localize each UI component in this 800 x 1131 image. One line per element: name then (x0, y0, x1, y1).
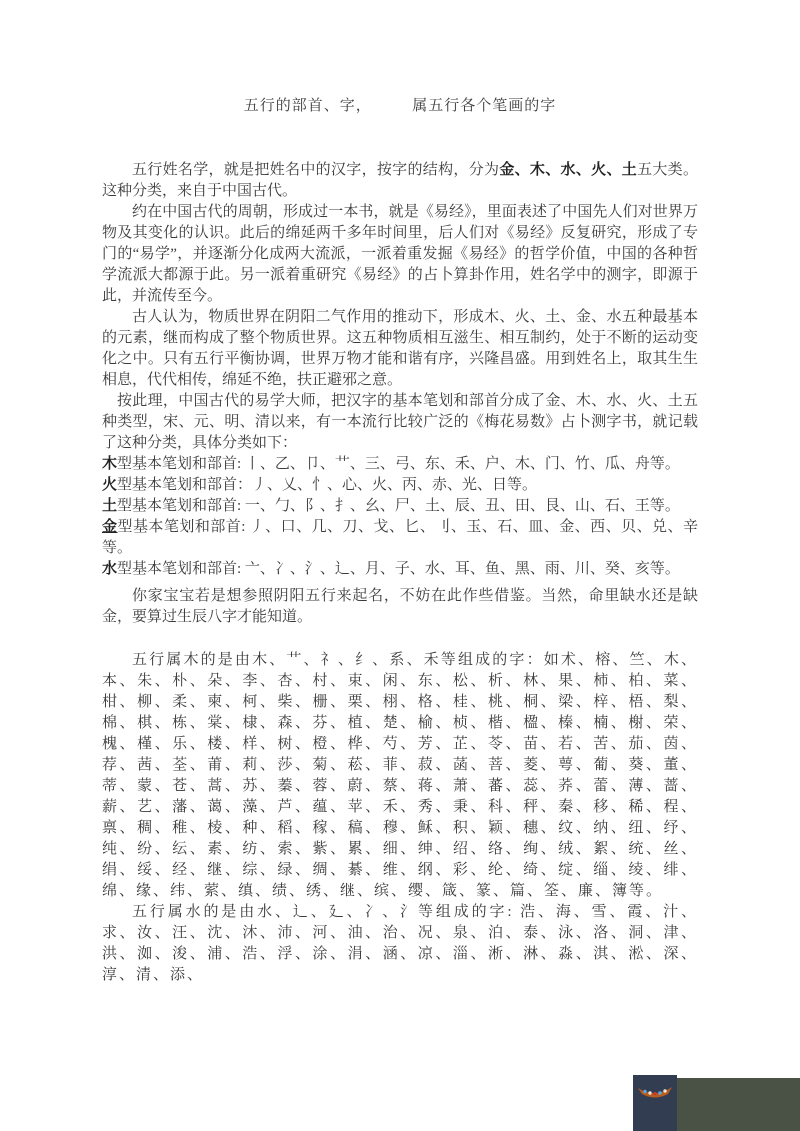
category-fire-text: 型基本笔划和部首：丿、乂、忄、心、火、丙、赤、光、日等。 (117, 477, 538, 493)
category-fire-element: 火 (102, 477, 118, 493)
category-earth-text: 型基本笔划和部首: 一、勹、阝、扌、幺、尸、土、辰、丑、田、艮、山、石、王等。 (117, 498, 680, 514)
intro-paragraph-3: 古人认为，物质世界在阴阳二气作用的推动下，形成木、火、土、金、水五种最基本的元素，继而构成了整个物质世界。这五种物质相互滋生、相互制约，处于不断的运动变化之中。只有五行平衡协调，世界万物才能和谐有序，兴隆昌盛。用到姓名上，取其生生相息，代代相传，绵延不绝，扶正避邪之意。 (102, 309, 698, 388)
category-line-metal (102, 517, 698, 559)
footer-dark-panel (677, 1078, 800, 1131)
category-wood-text: 型基本笔划和部首: 丨、乙、卩、艹、三、弓、东、禾、户、木、门、竹、瓜、舟等。 (117, 456, 680, 472)
page-title: 五行的部首、字， 属五行各个笔画的字 (243, 98, 557, 114)
water-character-list: 五行属水的是由水、辶、廴、冫、氵等组成的字: 浩、海、雪、霞、汁、求、汝、汪、沈、沐、沛、河、油、治、况、泉、泊、泰、泳、洛、洞、津、洪、洳、浚、浦、浩、浮、涂、涓、涵、凉、淄、淅、淋、淼、淇、淞、深、淳、清、添、 (102, 904, 698, 983)
category-metal-element: 金 (102, 519, 118, 535)
intro-p1-before: 五行姓名学，就是把姓名中的汉字，按字的结构，分为 (132, 162, 500, 178)
category-wood-element: 木 (102, 456, 118, 472)
category-line-wood (102, 454, 698, 475)
intro-paragraph-1 (102, 160, 698, 202)
intro-p1-after: 五大类。这种分类，来自于中国古代。 (102, 162, 698, 199)
category-line-earth (102, 496, 698, 517)
category-line-water (102, 559, 698, 580)
category-metal-text: 型基本笔划和部首: 丿、口、几、刀、戈、匕、刂、玉、石、皿、金、西、贝、兑、辛等。 (102, 519, 698, 556)
category-water-text: 型基本笔划和部首: 亠、冫、氵、辶、月、子、水、耳、鱼、黑、雨、川、癸、亥等。 (117, 561, 680, 577)
five-elements-bold: 金、木、水、火、土 (499, 162, 638, 178)
intro-paragraph-2: 约在中国古代的周朝，形成过一本书，就是《易经》，里面表述了中国先人们对世界万物及其变化的认识。此后的绵延两千多年时间里，后人们对《易经》反复研究，形成了专门的“易学”，并逐渐分化成两大流派，一派着重发掘《易经》的哲学价值，中国的各种哲学流派大都源于此。另一派着重研究《易经》的占卜算卦作用，姓名学中的测字，即源于此，并流传至今。 (102, 204, 698, 304)
category-water-element: 水 (102, 561, 118, 577)
category-earth-element: 土 (102, 498, 118, 514)
boat-icon (637, 1085, 673, 1103)
intro-paragraph-4: 按此理，中国古代的易学大师，把汉字的基本笔划和部首分成了金、木、水、火、土五种类型，宋、元、明、清以来，有一本流行比较广泛的《梅花易数》占卜测字书，就记载了这种分类，具体分类如下： (102, 393, 698, 451)
advice-paragraph: 你家宝宝若是想参照阴阳五行来起名，不妨在此作些借鉴。当然，命里缺水还是缺金，要算过生辰八字才能知道。 (102, 588, 698, 625)
document-body (102, 0, 698, 986)
category-line-fire (102, 475, 698, 496)
watermark-logo[interactable] (633, 1075, 677, 1131)
wood-character-list: 五行属木的是由木、艹、礻、纟、系、禾等组成的字：如术、榕、竺、木、本、朱、朴、朵、李、杏、村、束、闲、东、松、析、林、果、柿、柏、菜、柑、柳、柔、柬、柯、柴、栅、栗、栩、格、桂、桃、桐、梁、梓、梧、梨、棉、棋、栋、棠、棣、森、芬、植、楚、榆、桢、楷、楹、榛、楠、榭、荣、槐、槿、乐、楼、样、树、橙、桦、芍、芳、芷、苓、苗、若、苦、茄、茵、荐、茜、荃、莆、莉、莎、菊、菘、菲、菽、菡、菩、菱、萼、葡、葵、董、蒂、蒙、苍、蒿、苏、蓁、蓉、蔚、蔡、蒋、萧、蕃、蕊、荞、蕾、薄、蔷、薪、艺、藩、蔼、藻、芦、蕴、苹、禾、秀、秉、科、秤、秦、移、稀、程、禀、稠、稚、棱、种、稻、稼、稿、穆、稣、积、颖、穗、纹、纳、纽、纾、纯、纷、纭、素、纺、索、紫、累、细、绅、绍、络、绚、绒、絮、统、丝、绢、绥、经、继、综、绿、绸、綦、维、纲、彩、纶、绮、绽、缁、绫、绯、绵、缘、纬、萦、缜、绩、绣、继、缤、缨、箴、篆、篇、筌、廉、簿等。 (102, 652, 698, 899)
